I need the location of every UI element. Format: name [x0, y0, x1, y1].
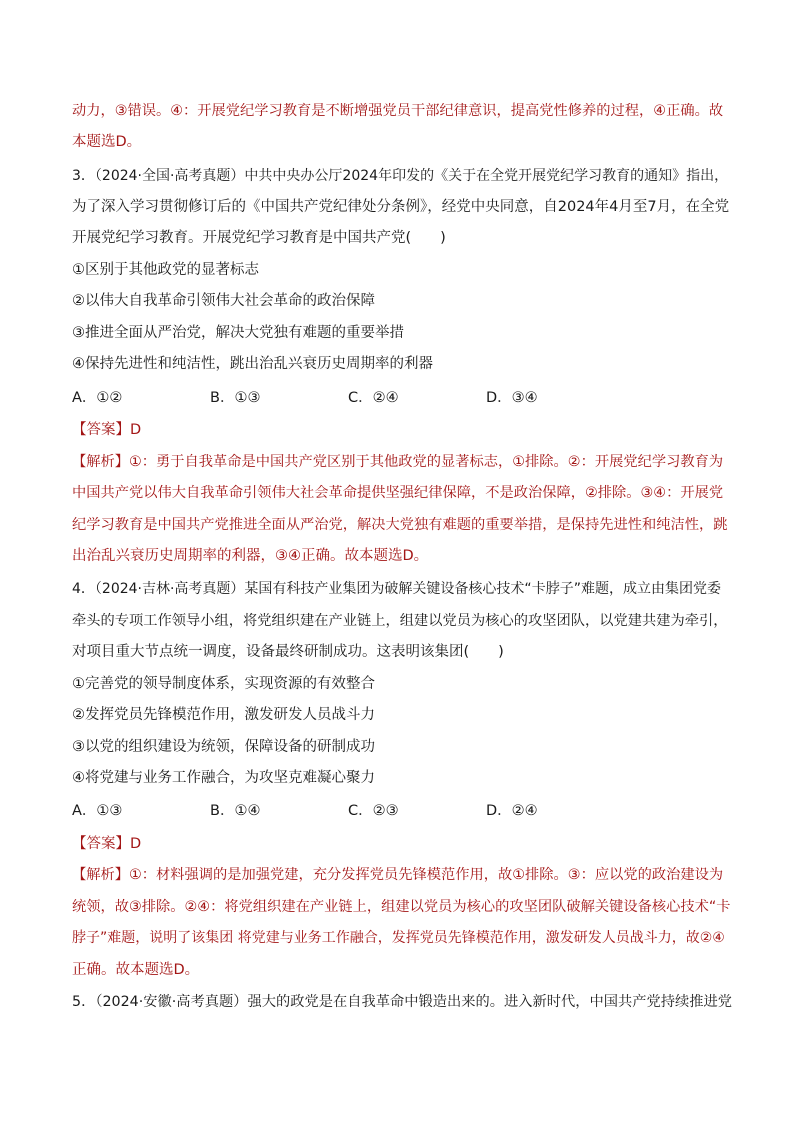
q3-stem-line: 3．（2024·全国·高考真题）中共中央办公厅2024年印发的《关于在全党开展党纪学习教育的通知》指出，: [72, 168, 729, 184]
q4-stem-line: 4．（2024·吉林·高考真题）某国有科技产业集团为破解关键设备核心技术“卡脖子”难题，成立由集团党委: [72, 581, 721, 597]
q4-stem-line: 牵头的专项工作领导小组，将党组织建在产业链上，组建以党员为核心的攻坚团队，以党建共建为牵引，: [72, 613, 728, 629]
q3-option-c[interactable]: C．②④: [348, 390, 399, 406]
q4-option-b[interactable]: B．①④: [210, 803, 261, 819]
q4-option-d[interactable]: D．②④: [486, 803, 538, 819]
q3-analysis-line: 出治乱兴衰历史周期率的利器，③④正确。故本题选D。: [72, 548, 429, 564]
q3-options: [72, 387, 732, 409]
q4-analysis-line: 正确。故本题选D。: [72, 962, 200, 978]
q4-item: ②发挥党员先锋模范作用，激发研发人员战斗力: [72, 707, 375, 723]
q3-item: ①区别于其他政党的显著标志: [72, 262, 259, 278]
q3-stem-line: 开展党纪学习教育。开展党纪学习教育是中国共产党( ): [72, 230, 446, 246]
q3-item: ③推进全面从严治党，解决大党独有难题的重要举措: [72, 325, 404, 341]
q3-stem-line: 为了深入学习贯彻修订后的《中国共产党纪律处分条例》，经党中央同意，自2024年4月至7月，在全党: [72, 199, 730, 215]
q4-analysis-line: 统领，故③排除。②④：将党组织建在产业链上，组建以党员为核心的攻坚团队破解关键设备核心技术“卡: [72, 899, 731, 915]
q4-item: ①完善党的领导制度体系，实现资源的有效整合: [72, 676, 375, 692]
q3-answer: 【答案】D: [72, 422, 142, 438]
q5-stem-line: 5．（2024·安徽·高考真题）强大的政党是在自我革命中锻造出来的。进入新时代，中国共产党持续推进党: [72, 994, 732, 1010]
q3-option-d[interactable]: D．③④: [486, 390, 538, 406]
q4-item: ③以党的组织建设为统领，保障设备的研制成功: [72, 739, 375, 755]
q4-answer: 【答案】D: [72, 836, 142, 852]
q3-analysis-line: 纪学习教育是中国共产党推进全面从严治党，解决大党独有难题的重要举措，是保持先进性和纯洁性，跳: [72, 517, 728, 533]
q3-option-b[interactable]: B．①③: [210, 390, 261, 406]
q4-item: ④将党建与业务工作融合，为攻坚克难凝心聚力: [72, 770, 375, 786]
q4-option-c[interactable]: C．②③: [348, 803, 399, 819]
q2-analysis-line: 动力，③错误。④：开展党纪学习教育是不断增强党员干部纪律意识，提高党性修养的过程，④正确。故: [72, 103, 724, 119]
q4-stem-line: 对项目重大节点统一调度，设备最终研制成功。这表明该集团( ): [72, 644, 504, 660]
q3-analysis-line: 中国共产党以伟大自我革命引领伟大社会革命提供坚强纪律保障，不是政治保障，②排除。③④：开展党: [72, 485, 724, 501]
q3-item: ②以伟大自我革命引领伟大社会革命的政治保障: [72, 293, 375, 309]
q4-option-a[interactable]: A．①③: [72, 803, 123, 819]
q4-options: [72, 800, 732, 822]
q3-item: ④保持先进性和纯洁性，跳出治乱兴衰历史周期率的利器: [72, 356, 433, 372]
q2-analysis-line: 本题选D。: [72, 134, 142, 150]
q4-analysis-line: 脖子”难题，说明了该集团 将党建与业务工作融合，发挥党员先锋模范作用，激发研发人员战斗力，故②④: [72, 930, 725, 946]
q4-analysis-line: 【解析】①：材料强调的是加强党建，充分发挥党员先锋模范作用，故①排除。③：应以党的政治建设为: [72, 867, 724, 883]
q3-option-a[interactable]: A．①②: [72, 390, 123, 406]
q3-analysis-line: 【解析】①：勇于自我革命是中国共产党区别于其他政党的显著标志，①排除。②：开展党纪学习教育为: [72, 454, 724, 470]
